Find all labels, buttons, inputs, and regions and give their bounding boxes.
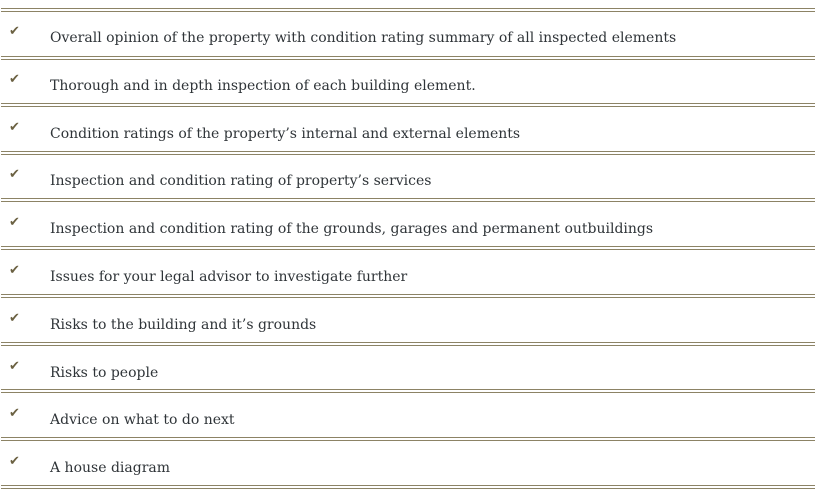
- checkmark-icon: ✔: [9, 24, 20, 39]
- checkmark-icon: ✔: [9, 215, 20, 230]
- list-item-label: Issues for your legal advisor to investigate further: [50, 269, 408, 285]
- list-item: [0, 264, 817, 304]
- checkmark-icon: ✔: [9, 120, 20, 135]
- list-item: [0, 216, 817, 256]
- divider: [1, 8, 815, 12]
- list-item-label: Inspection and condition rating of the grounds, garages and permanent outbuildings: [50, 221, 654, 237]
- list-item: [0, 455, 817, 495]
- checkmark-icon: ✔: [9, 406, 20, 421]
- divider: [1, 389, 815, 393]
- checkmark-icon: ✔: [9, 167, 20, 182]
- list-item-label: Advice on what to do next: [50, 412, 235, 428]
- list-item: [0, 407, 817, 447]
- checkmark-icon: ✔: [9, 72, 20, 87]
- checkmark-icon: ✔: [9, 454, 20, 469]
- list-item-label: A house diagram: [50, 460, 171, 476]
- list-item: [0, 168, 817, 208]
- divider: [1, 342, 815, 346]
- checkmark-icon: ✔: [9, 311, 20, 326]
- list-item-label: Inspection and condition rating of property’s services: [50, 173, 432, 189]
- list-item-label: Overall opinion of the property with condition rating summary of all inspected elements: [50, 30, 677, 46]
- list-item: [0, 360, 817, 400]
- divider: [1, 437, 815, 441]
- list-item-label: Risks to the building and it’s grounds: [50, 317, 317, 333]
- list-item-label: Condition ratings of the property’s internal and external elements: [50, 126, 521, 142]
- list-item: [0, 312, 817, 352]
- list-item: [0, 73, 817, 113]
- list-item-label: Thorough and in depth inspection of each building element.: [50, 78, 476, 94]
- divider: [1, 294, 815, 298]
- list-item: [0, 121, 817, 161]
- checkmark-icon: ✔: [9, 263, 20, 278]
- checkmark-icon: ✔: [9, 359, 20, 374]
- list-item-label: Risks to people: [50, 365, 159, 381]
- divider: [1, 56, 815, 60]
- divider: [1, 103, 815, 107]
- divider: [1, 485, 815, 489]
- divider: [1, 246, 815, 250]
- divider: [1, 198, 815, 202]
- divider: [1, 151, 815, 155]
